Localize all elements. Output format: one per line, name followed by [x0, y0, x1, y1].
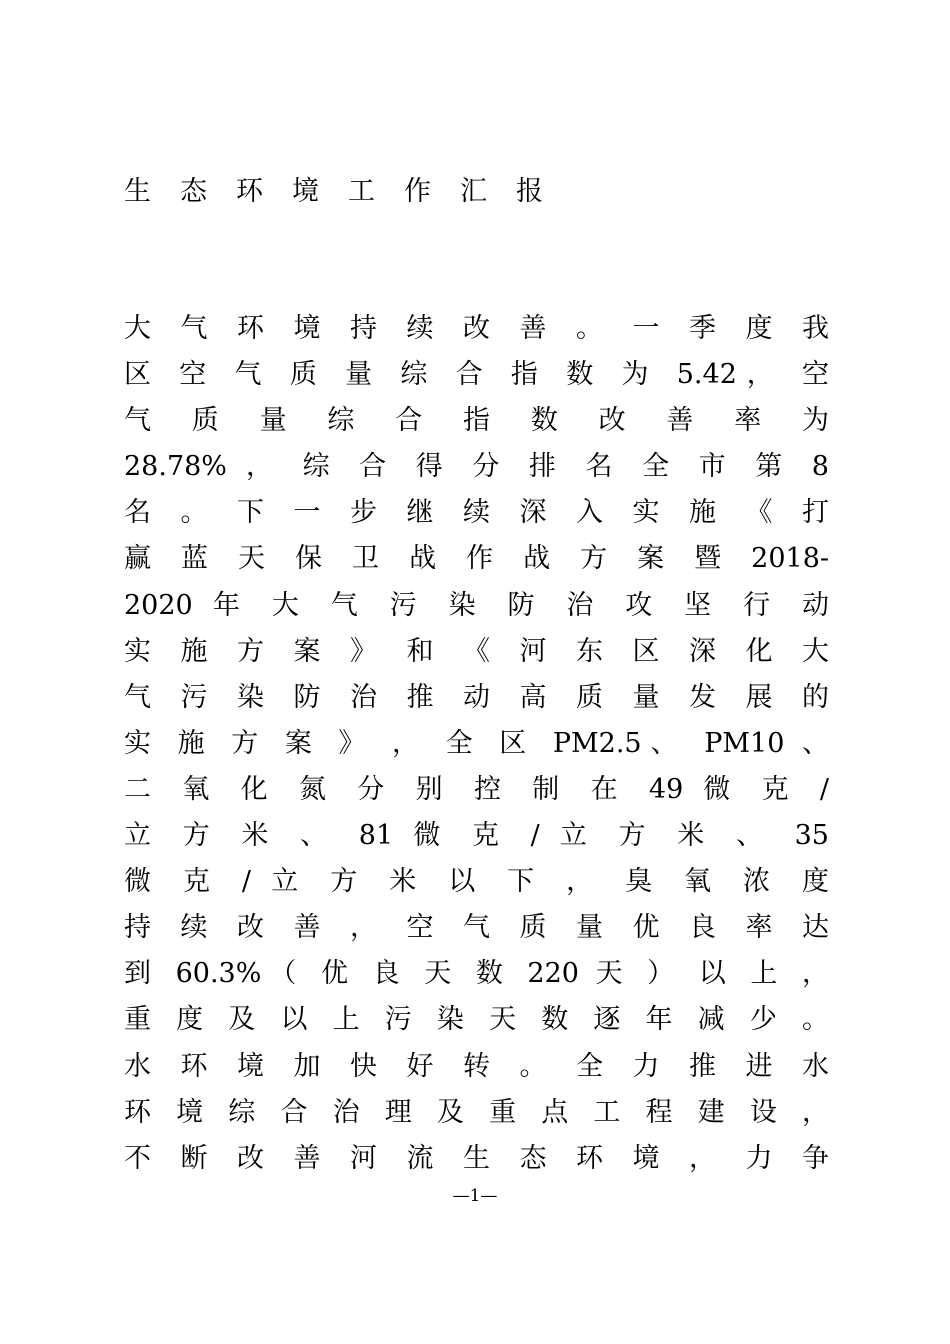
text-line: 气 质 量 综 合 指 数 改 善 率 为: [124, 405, 829, 437]
page-number: —1—: [452, 1186, 498, 1206]
text-line: 大 气 环 境 持 续 改 善 。 一 季 度 我: [124, 313, 829, 344]
text-line: 2020 年 大 气 污 染 防 治 攻 坚 行 动: [124, 589, 829, 621]
text-line: 二 氧 化 氮 分 别 控 制 在 49 微 克 /: [124, 773, 829, 805]
text-line: 到 60.3%（ 优 良 天 数 220 天 ） 以 上 ，: [124, 958, 829, 990]
text-line: 赢 蓝 天 保 卫 战 作 战 方 案 暨 2018-: [124, 543, 829, 575]
text-line: 不 断 改 善 河 流 生 态 环 境 ， 力 争: [124, 1142, 829, 1174]
document-title: 生态环境工作汇报: [124, 176, 572, 207]
text-line: 实 施 方 案 》 ， 全 区 PM2.5、 PM10 、: [124, 727, 829, 759]
text-line: 区 空 气 质 量 综 合 指 数 为 5.42， 空: [124, 359, 829, 391]
text-line: 水 环 境 加 快 好 转 。 全 力 推 进 水: [124, 1050, 829, 1082]
text-line: 实 施 方 案 》 和 《 河 东 区 深 化 大: [124, 635, 829, 667]
text-line: 28.78% ， 综 合 得 分 排 名 全 市 第 8: [124, 451, 829, 483]
text-line: 立 方 米 、 81 微 克 / 立 方 米 、 35: [124, 820, 829, 852]
text-line: 重 度 及 以 上 污 染 天 数 逐 年 减 少 。: [124, 1004, 829, 1036]
text-line: 环 境 综 合 治 理 及 重 点 工 程 建 设 ，: [124, 1096, 829, 1128]
text-line: 持 续 改 善 ， 空 气 质 量 优 良 率 达: [124, 912, 829, 944]
text-line: 名 。 下 一 步 继 续 深 入 实 施 《 打: [124, 497, 829, 529]
text-line: 微 克 / 立 方 米 以 下 ， 臭 氧 浓 度: [124, 866, 829, 898]
body-text: [124, 306, 829, 1182]
text-line: 气 污 染 防 治 推 动 高 质 量 发 展 的: [124, 681, 829, 713]
